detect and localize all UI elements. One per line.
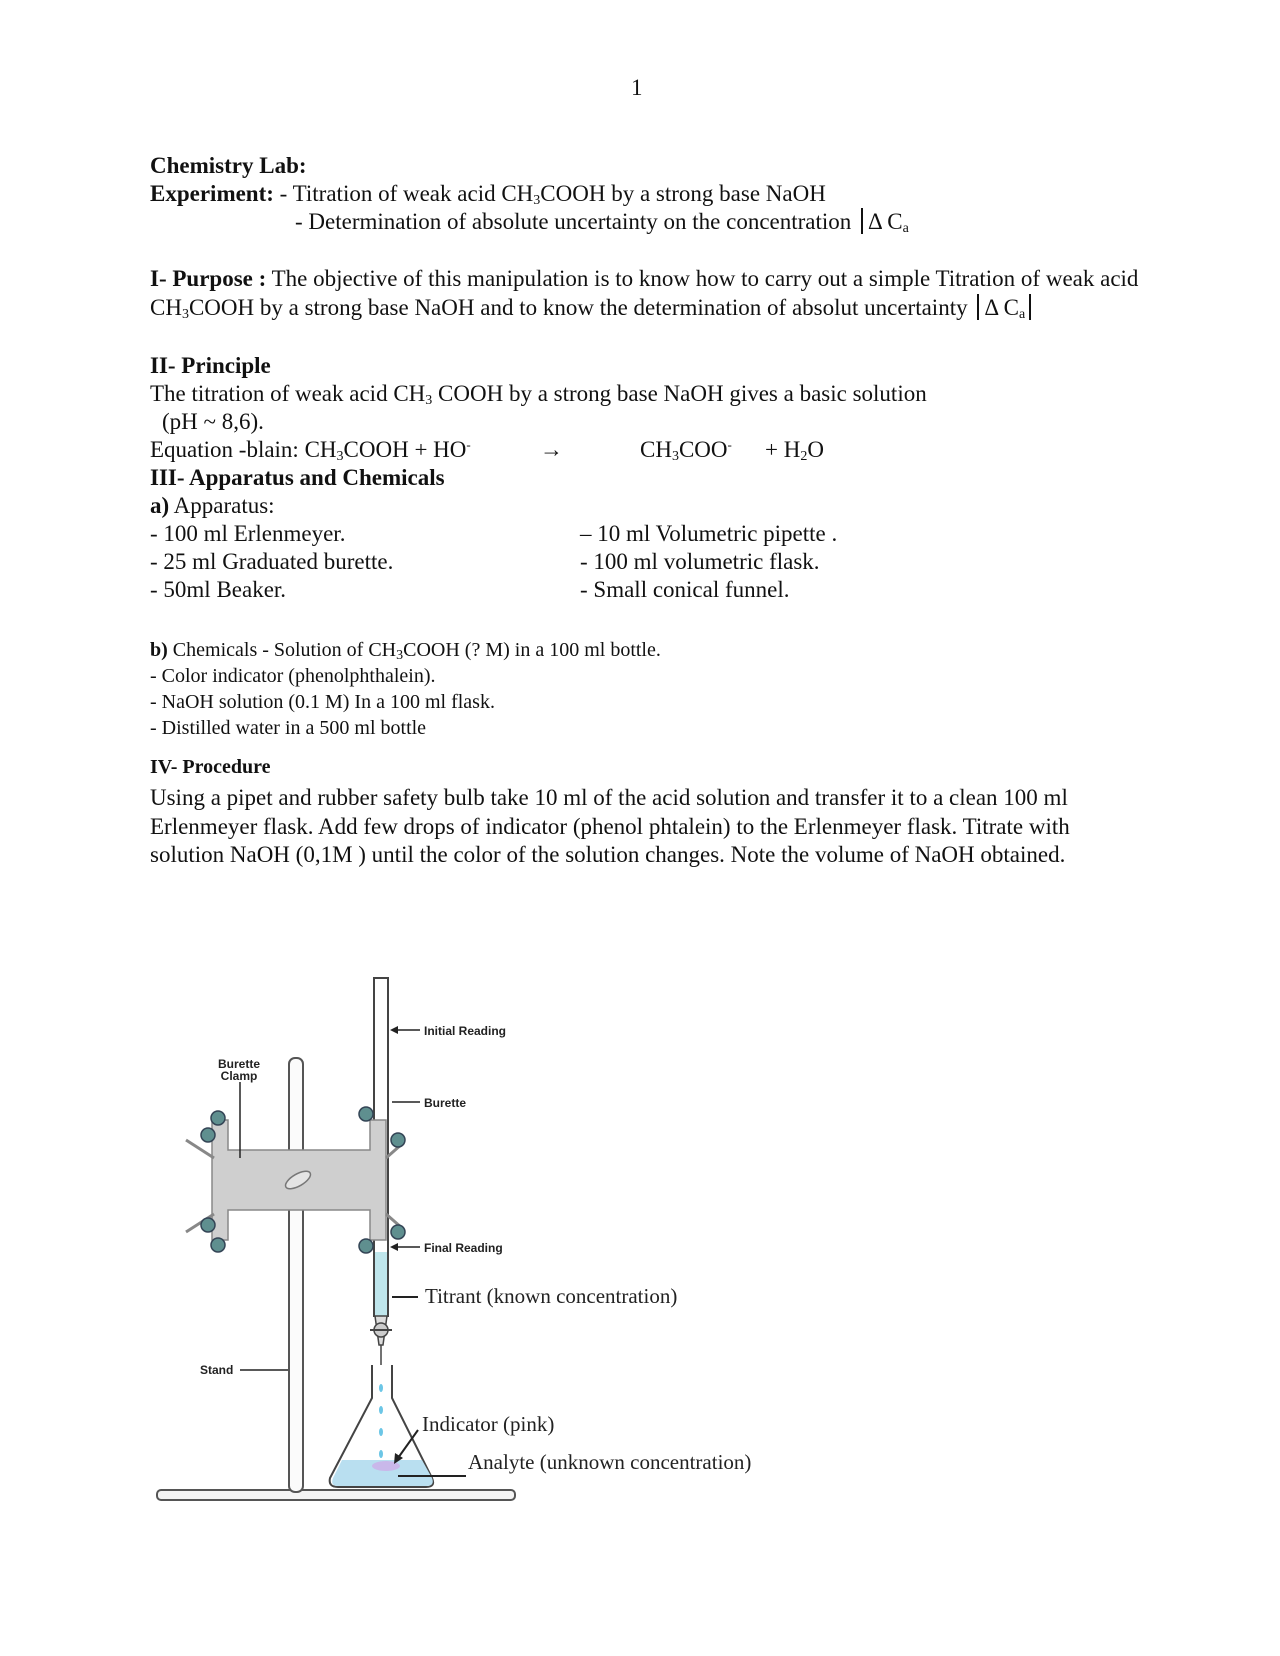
apparatus-right-3: - Small conical funnel.	[580, 577, 790, 602]
lab-title: Chemistry Lab:	[150, 153, 307, 178]
sub-a-letter: a)	[150, 493, 170, 518]
drop	[379, 1450, 383, 1458]
equation-text: COO	[678, 437, 728, 462]
equation-text: COOH + HO	[343, 437, 467, 462]
experiment-text-2: - Determination of absolute uncertainty on the concentration	[295, 209, 858, 234]
titrant-label: Titrant (known concentration)	[425, 1284, 678, 1308]
equation-text: CH	[640, 437, 672, 462]
chemicals-item-3: - Distilled water in a 500 ml bottle	[150, 717, 427, 739]
apparatus-right-2: - 100 ml volumetric flask.	[580, 549, 820, 574]
stand-base	[157, 1490, 515, 1500]
analyte-label: Analyte (unknown concentration)	[468, 1450, 752, 1474]
apparatus-left-3: - 50ml Beaker.	[150, 577, 287, 602]
initial-reading-label: Initial Reading	[424, 1024, 507, 1038]
drop	[379, 1384, 383, 1392]
procedure-text: Using a pipet and rubber safety bulb take 10 ml of the acid solution and transfer it to a clean 100 ml Erlenmeyer flask. Add few drops of indicator (phenol phtalein) to the Erlenmeyer flask. Titrate with solution NaOH (0,1M ) until the color of the solution changes. Note the volume of NaOH obtained.	[150, 785, 1070, 867]
indicator-label: Indicator (pink)	[422, 1412, 555, 1436]
titrant-liquid	[375, 1252, 387, 1316]
burette-clamp-label-2: Clamp	[220, 1069, 258, 1083]
subscript: 3	[671, 449, 679, 464]
experiment-text-1a: - Titration of weak acid CH	[273, 181, 534, 206]
delta-c: Δ C	[868, 209, 903, 234]
principle-heading: II- Principle	[150, 353, 271, 378]
experiment-text-1b: COOH by a strong base NaOH	[540, 181, 826, 206]
stand-rod	[289, 1058, 303, 1492]
principle-line-2: (pH ~ 8,6).	[162, 409, 264, 434]
chemicals-item-1: - Color indicator (phenolphthalein).	[150, 665, 436, 687]
clamp-knob	[201, 1128, 215, 1142]
subscript: 2	[800, 449, 808, 464]
subscript: 3	[181, 306, 189, 322]
subscript: 3	[533, 193, 541, 208]
burette-clamp-label: Burette	[217, 1057, 261, 1071]
clamp-knob	[201, 1218, 215, 1232]
final-reading-label: Final Reading	[424, 1241, 503, 1255]
experiment-label: Experiment:	[150, 181, 274, 206]
subscript: a	[1018, 306, 1026, 322]
clamp-knob	[359, 1107, 373, 1121]
subscript: 3	[396, 648, 404, 663]
page-number: 1	[631, 75, 643, 100]
equation-text: O	[807, 437, 824, 462]
principle-text: The titration of weak acid CH	[150, 381, 426, 406]
clamp-knob	[211, 1238, 225, 1252]
clamp-knob	[359, 1239, 373, 1253]
clamp-knob	[391, 1225, 405, 1239]
purpose-heading: I- Purpose :	[150, 266, 267, 291]
procedure-heading: IV- Procedure	[150, 756, 271, 778]
sub-a-text: Apparatus:	[169, 493, 275, 518]
purpose-text-2: COOH by a strong base NaOH and to know the determination of absolut uncertainty	[188, 294, 974, 320]
superscript: -	[727, 437, 732, 452]
chemicals-text-2: COOH (? M) in a 100 ml bottle.	[403, 639, 661, 661]
chemicals-item-2: - NaOH solution (0.1 M) In a 100 ml flask.	[150, 691, 495, 713]
clamp-knob	[211, 1111, 225, 1125]
sub-b-letter: b)	[150, 639, 168, 661]
delta-c: Δ C	[984, 294, 1019, 320]
apparatus-heading: III- Apparatus and Chemicals	[150, 465, 445, 490]
subscript: a	[902, 221, 909, 236]
subscript: 3	[336, 449, 344, 464]
purpose-text: The objective of this manipulation is to know how to carry out a simple Titration of weak acid CH	[150, 266, 1139, 320]
subscript: 3	[425, 393, 433, 408]
principle-text-2: COOH by a strong base NaOH gives a basic solution	[432, 381, 927, 406]
equation-label: Equation -blain: CH	[150, 437, 337, 462]
stand-label: Stand	[200, 1363, 234, 1377]
clamp-knob	[391, 1133, 405, 1147]
apparatus-left-2: - 25 ml Graduated burette.	[150, 549, 394, 574]
chemicals-text: Chemicals - Solution of CH	[167, 639, 397, 661]
superscript: -	[466, 437, 471, 452]
drop	[379, 1406, 383, 1414]
apparatus-left-1: - 100 ml Erlenmeyer.	[150, 521, 346, 546]
equation-arrow: →	[540, 437, 563, 462]
burette-label: Burette	[424, 1096, 467, 1110]
drop	[379, 1428, 383, 1436]
apparatus-right-1: – 10 ml Volumetric pipette .	[580, 521, 838, 546]
equation-text: + H	[765, 437, 801, 462]
